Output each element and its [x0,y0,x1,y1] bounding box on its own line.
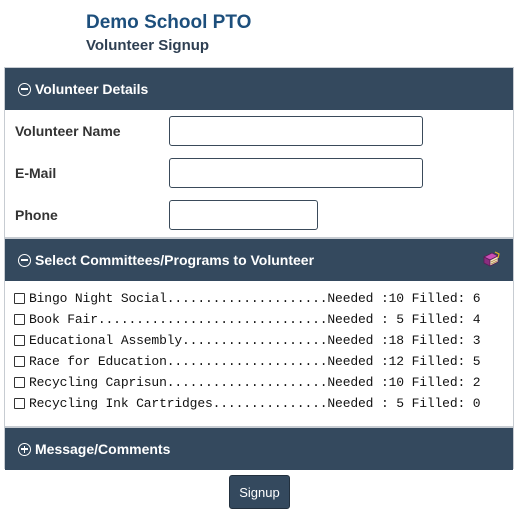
volunteer-details-header[interactable] [5,68,513,110]
email-label: E-Mail [15,165,57,181]
list-item[interactable] [14,351,480,372]
comments-heading: Message/Comments [35,441,171,457]
book-icon[interactable] [481,251,501,269]
signup-button[interactable]: Signup [229,475,290,509]
brand-header [86,12,251,56]
committees-header[interactable] [5,239,513,281]
list-item[interactable] [14,309,480,330]
committee-checkbox[interactable] [14,314,25,325]
expand-icon [18,443,31,456]
list-item[interactable] [14,393,480,414]
committees-heading: Select Committees/Programs to Volunteer [35,252,315,268]
phone-input[interactable] [169,200,318,230]
volunteer-name-input[interactable] [169,116,423,146]
volunteer-details-heading: Volunteer Details [35,81,149,97]
list-item[interactable] [14,330,480,351]
committee-label: Race for Education.....................Needed :12 Filled: 5 [29,354,481,369]
committee-label: Bingo Night Social.....................Needed :10 Filled: 6 [29,291,481,306]
committee-label: Educational Assembly...................Needed :18 Filled: 3 [29,333,481,348]
collapse-icon [18,254,31,267]
committee-label: Recycling Ink Cartridges...............Needed : 5 Filled: 0 [29,396,481,411]
volunteer-details-panel [4,67,514,238]
committee-checkbox[interactable] [14,293,25,304]
committees-panel [4,238,514,427]
committee-checkbox[interactable] [14,356,25,367]
committee-checkbox[interactable] [14,377,25,388]
committee-checkbox[interactable] [14,335,25,346]
volunteer-name-label: Volunteer Name [15,123,121,139]
page-subtitle: Volunteer Signup [86,37,210,54]
comments-header[interactable] [5,428,513,470]
phone-label: Phone [15,207,58,223]
list-item[interactable] [14,288,480,309]
committee-label: Recycling Caprisun.....................Needed :10 Filled: 2 [29,375,481,390]
committee-label: Book Fair..............................Needed : 5 Filled: 4 [29,312,481,327]
list-item[interactable] [14,372,480,393]
comments-panel [4,427,514,469]
committee-list [14,288,480,414]
committee-checkbox[interactable] [14,398,25,409]
email-input[interactable] [169,158,423,188]
page-title: Demo School PTO [86,12,252,33]
collapse-icon [18,83,31,96]
